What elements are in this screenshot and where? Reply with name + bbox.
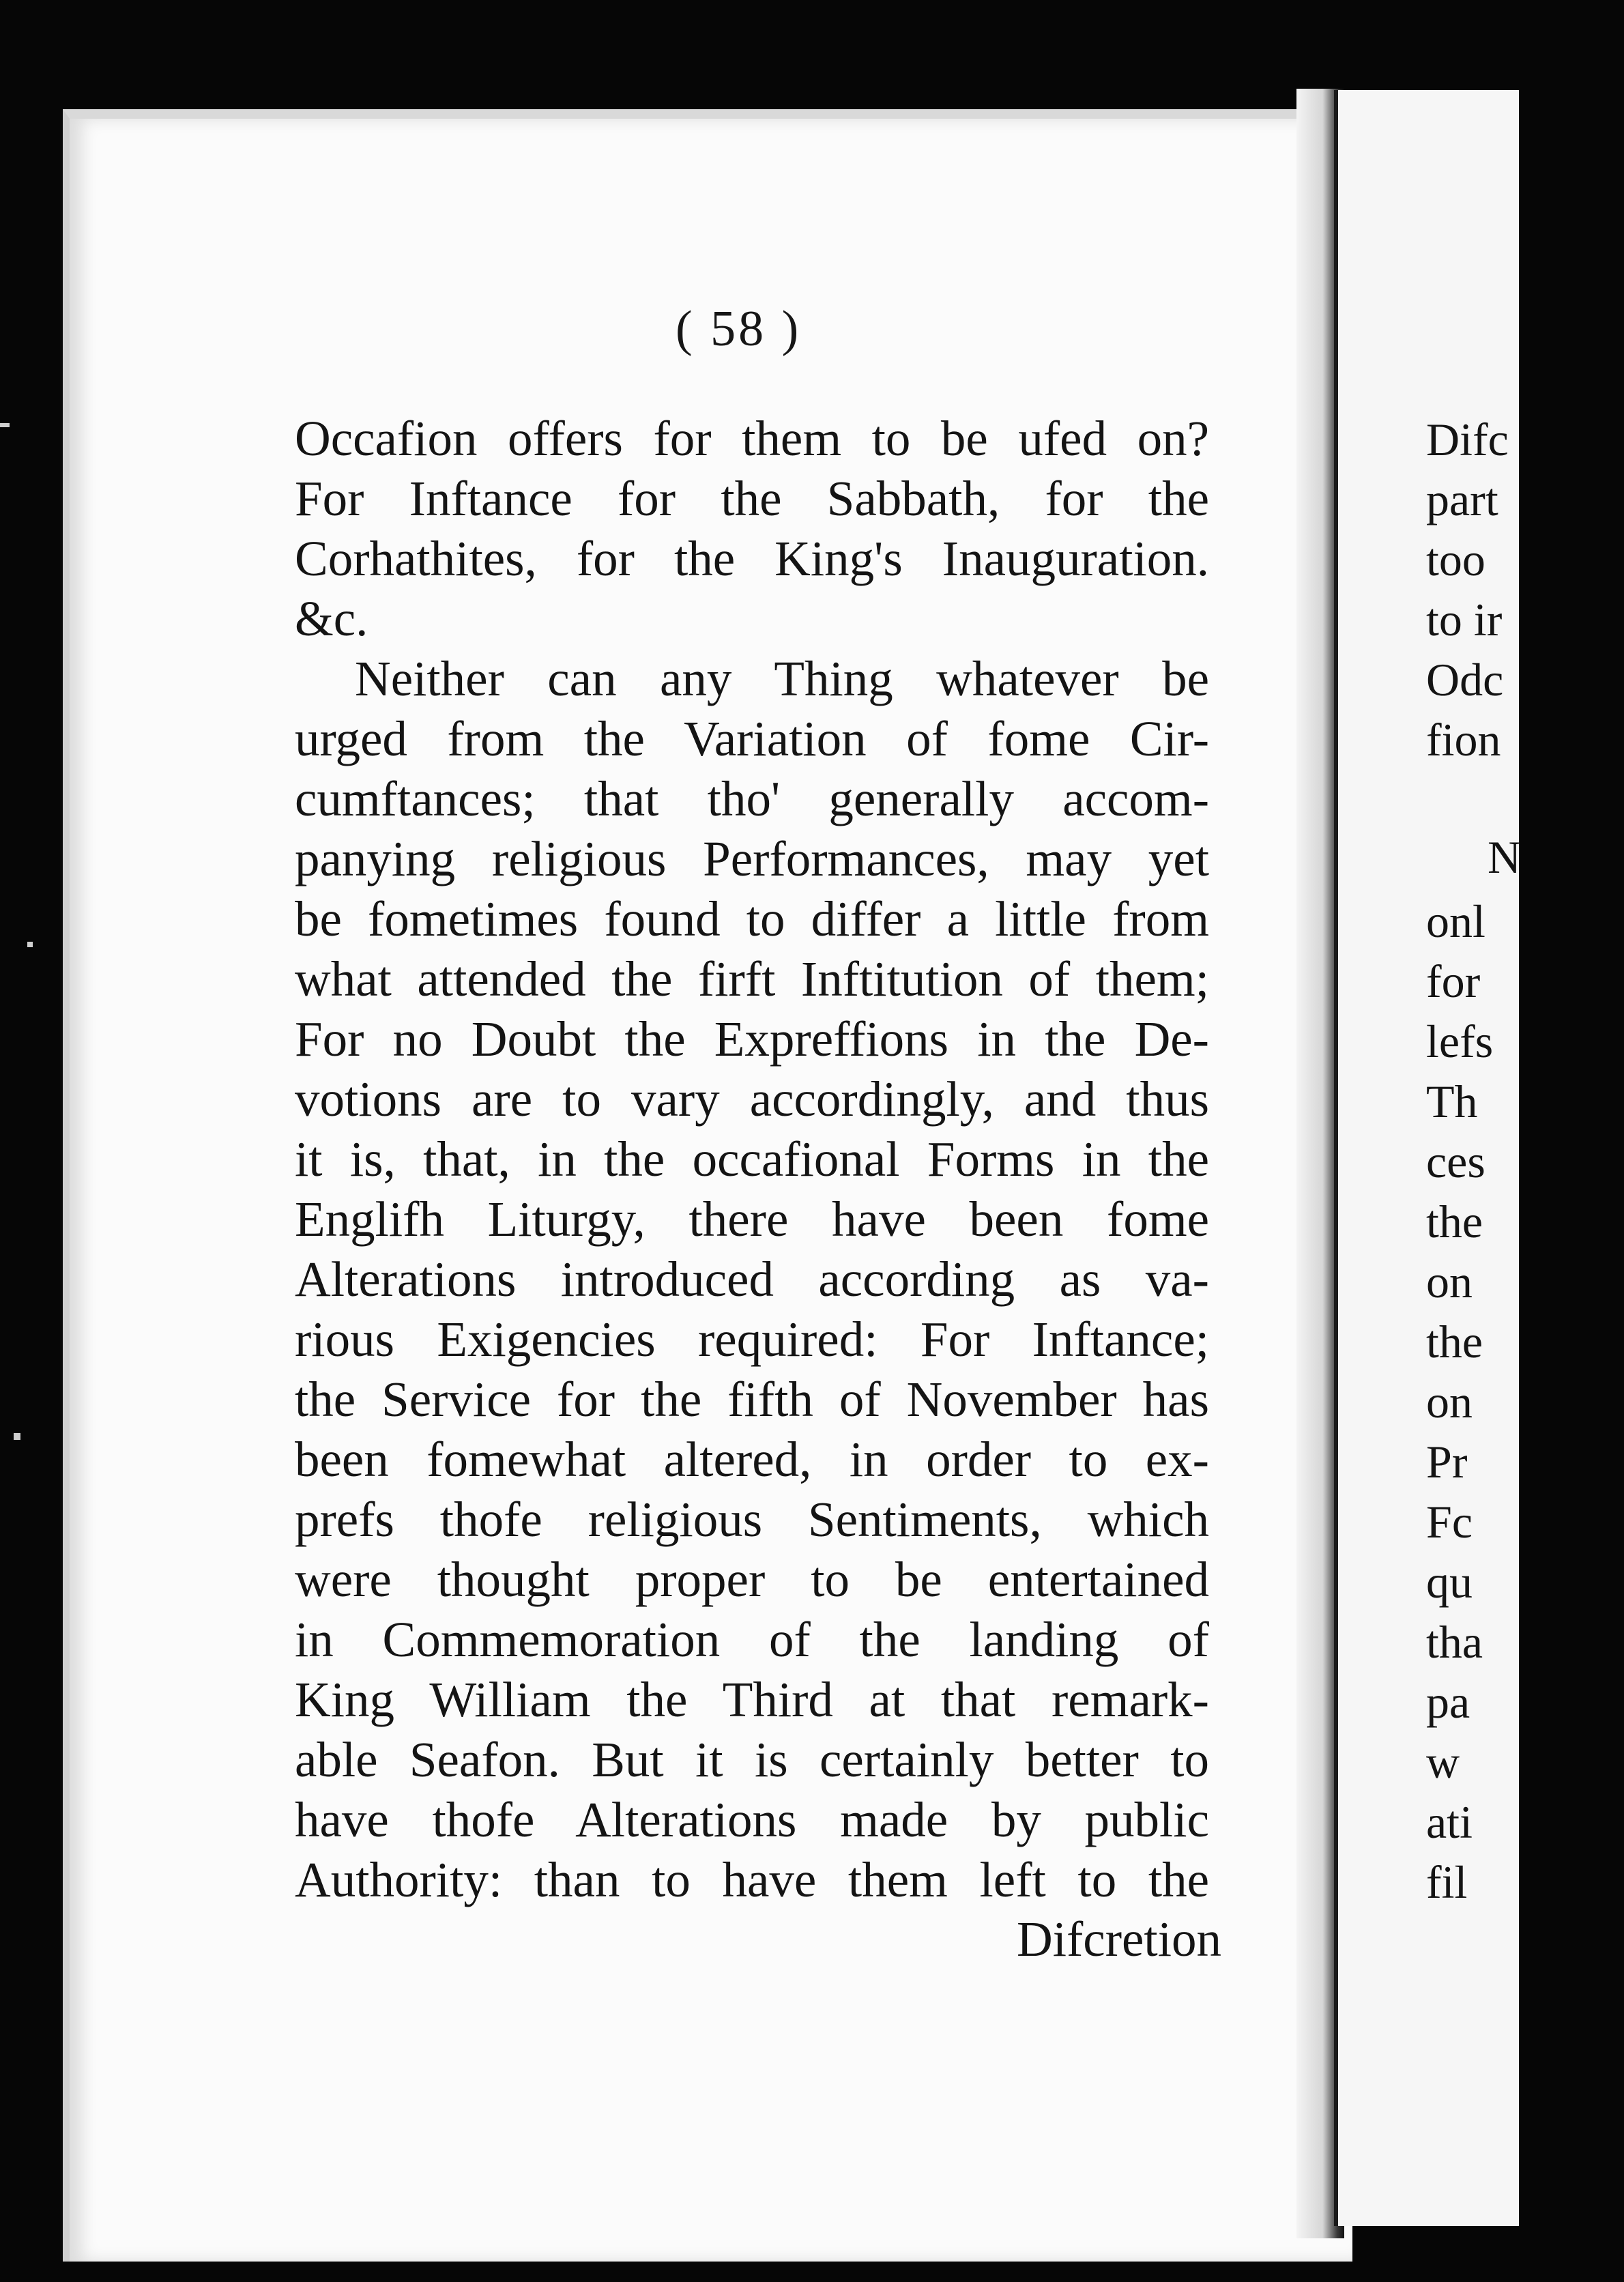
text-line: in Commemoration of the landing of [295, 1612, 1209, 1667]
right-page-fragment: the [1426, 1196, 1483, 1247]
right-page-fragment: for [1426, 955, 1481, 1007]
right-page-fragment: Th [1426, 1075, 1478, 1127]
right-page-fragment: too [1426, 534, 1485, 586]
right-page-fragment: lefs [1426, 1015, 1494, 1067]
text-line: Occafion offers for them to be ufed on? [295, 411, 1209, 466]
right-page-fragment: w [1426, 1736, 1460, 1788]
text-line: what attended the firft Inftitution of them; [295, 951, 1209, 1007]
right-page-fragment: qu [1426, 1556, 1473, 1608]
right-page-fragment: pa [1426, 1676, 1470, 1728]
text-line: Englifh Liturgy, there have been fome [295, 1191, 1209, 1247]
text-line: been fomewhat altered, in order to ex- [295, 1432, 1209, 1487]
text-line: urged from the Variation of fome Cir- [295, 711, 1209, 766]
right-page-fragment: ati [1426, 1796, 1473, 1848]
right-page-fragment: tha [1426, 1616, 1483, 1668]
text-line: For Inftance for the Sabbath, for the [295, 471, 1209, 526]
text-line: it is, that, in the occafional Forms in the [295, 1131, 1209, 1187]
text-line: panying religious Performances, may yet [295, 831, 1209, 886]
text-line: be fometimes found to differ a little from [295, 891, 1209, 947]
right-page-fragment: Fc [1426, 1496, 1473, 1548]
scan-speck [27, 942, 33, 947]
text-line: have thofe Alterations made by public [295, 1792, 1209, 1847]
text-line: Corhathites, for the King's Inauguration. [295, 531, 1209, 586]
text-line: the Service for the fifth of November has [295, 1372, 1209, 1427]
right-page-fragment: to ir [1426, 594, 1503, 646]
text-line: Alterations introduced according as va- [295, 1252, 1209, 1307]
right-page-fragment: fion [1426, 714, 1501, 766]
right-page-fragment: onl [1426, 895, 1485, 947]
text-line: were thought proper to be entertained [295, 1552, 1209, 1607]
scan-speck [0, 423, 10, 427]
right-page-fragment: N [1488, 831, 1522, 883]
right-page-fragment: Odc [1426, 654, 1504, 706]
right-page-fragment: on [1426, 1376, 1473, 1428]
scan-speck [14, 1433, 20, 1440]
text-line: prefs thofe religious Sentiments, which [295, 1492, 1209, 1547]
right-page-fragment: Difc [1426, 414, 1509, 465]
text-line: rious Exigencies required: For Inftance; [295, 1312, 1209, 1367]
text-line: For no Doubt the Expreffions in the De- [295, 1011, 1209, 1067]
text-line: votions are to vary accordingly, and thus [295, 1071, 1209, 1127]
right-page-fragment: fil [1426, 1856, 1468, 1908]
text-line: cumftances; that tho' generally accom- [295, 771, 1209, 826]
right-page-fragment: part [1426, 474, 1498, 525]
right-page-fragment: Pr [1426, 1436, 1468, 1488]
catchword: Difcretion [1017, 1911, 1221, 1967]
right-page-fragment: on [1426, 1256, 1473, 1308]
text-line: able Seafon. But it is certainly better to [295, 1732, 1209, 1787]
page-number: ( 58 ) [676, 301, 802, 357]
text-line: &c. [295, 591, 368, 646]
right-page-fragment: the [1426, 1316, 1483, 1368]
text-line: King William the Third at that remark- [295, 1672, 1209, 1727]
text-line: Authority: than to have them left to the [295, 1852, 1209, 1907]
text-line: Neither can any Thing whatever be [355, 651, 1209, 706]
right-page-fragment: ces [1426, 1136, 1485, 1187]
